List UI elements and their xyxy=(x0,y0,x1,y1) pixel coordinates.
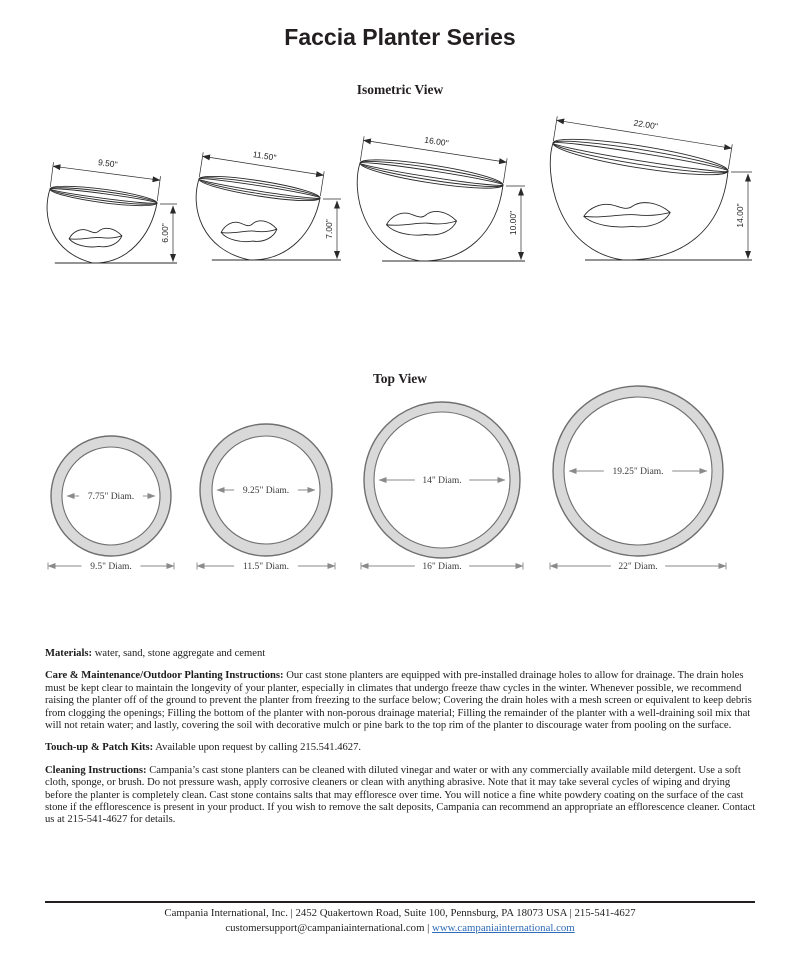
materials-text: water, sand, stone aggregate and cement xyxy=(94,648,266,659)
top-view-circle-2 xyxy=(197,424,335,572)
outer-diameter-label: 11.5" Diam. xyxy=(242,562,290,573)
footer-separator: | xyxy=(424,921,433,934)
page-title: Faccia Planter Series xyxy=(284,24,516,50)
outer-diameter-label: 22" Diam. xyxy=(618,562,658,573)
outer-diameter-label: 9.5" Diam. xyxy=(90,562,132,573)
materials-label: Materials: xyxy=(45,648,93,659)
cleaning-instructions-paragraph xyxy=(45,765,757,827)
width-dimension-line xyxy=(53,166,160,180)
height-dimension-label: 7.00" xyxy=(324,219,334,239)
planter-1-drawing xyxy=(47,157,177,263)
footer-email: customersupport@campaniainternational.com xyxy=(225,921,425,934)
height-dimension-label: 10.00" xyxy=(508,210,518,236)
footer-contact-line xyxy=(0,921,800,936)
top-view-circle-4 xyxy=(550,386,726,572)
width-dimension-label: 11.50" xyxy=(252,149,278,163)
width-dimension-label: 16.00" xyxy=(423,134,450,149)
top-view-circle-1 xyxy=(48,436,174,572)
footer-address-line: Campania International, Inc. | 2452 Quakertown Road, Suite 100, Pennsburg, PA 18073 USA | 215-541-4627 xyxy=(164,907,636,919)
footer-divider xyxy=(45,901,755,903)
touchup-kits-paragraph xyxy=(45,742,757,754)
extension-line xyxy=(360,136,364,161)
touchup-kits-label: Touch-up & Patch Kits: xyxy=(45,742,154,754)
care-maintenance-text: Our cast stone planters are equipped with pre-installed drainage holes to allow for drainage. The drain holes must be kept clear to maintain the longevity of your planter, especially in climates that undergo freeze thaw cycles in the winter. Whenever possible, we recommend raising the planter off of the ground to prevent the planter from freezing to the surface below; Covering the drain holes with a mesh screen or equivalent to keep debris from clogging the openings; Filling the bottom of the planter with non-porous drainage material; Filling the remainder of the planter with a well-draining soil mix that will not retain water; and lastly, covering the soil with decorative mulch or pine bark to the top rim of the planter to discourage water from pooling on the surface. xyxy=(45,670,752,732)
info-paragraphs xyxy=(45,648,757,837)
care-maintenance-label: Care & Maintenance/Outdoor Planting Instructions: xyxy=(45,670,284,682)
planter-3-drawing xyxy=(357,135,525,261)
cleaning-instructions-text: Campania’s cast stone planters can be cleaned with diluted vinegar and water or with any commercially available mild detergent. Use a soft cloth, sponge, or brush. Do not pressure wash, apply corrosive cleaners or clean with anything abrasive. Note that it may take several cycles of wiping and drying before the planter is completely clean. Cast stone contains salts that may effloresce over time. You will notice a fine white powdery coating on the surface of the cast stone if the efflorescence is present in your product. If you wish to remove the salt deposits, Campania can recommend an appropriate an efflorescence cleaner. Contact us at 215-541-4627 for details. xyxy=(45,764,756,826)
top-view-heading: Top View xyxy=(373,371,427,386)
extension-line xyxy=(553,116,557,141)
cleaning-instructions-label: Cleaning Instructions: xyxy=(45,764,147,776)
top-view-circle-3 xyxy=(361,402,523,572)
outer-diameter-label: 16" Diam. xyxy=(422,562,462,573)
inner-diameter-label: 7.75" Diam. xyxy=(87,492,135,503)
inner-diameter-label: 14" Diam. xyxy=(422,476,462,487)
width-dimension-label: 9.50" xyxy=(97,157,119,170)
materials-paragraph xyxy=(45,648,757,660)
isometric-view-heading: Isometric View xyxy=(356,82,444,97)
planter-4-drawing xyxy=(550,116,752,260)
height-dimension-label: 6.00" xyxy=(160,223,170,243)
inner-diameter-label: 9.25" Diam. xyxy=(242,486,290,497)
footer-website-link[interactable]: www.campaniainternational.com xyxy=(432,921,575,934)
touchup-kits-text: Available upon request by calling 215.541.4627. xyxy=(155,742,362,754)
inner-diameter-label: 19.25" Diam. xyxy=(612,467,664,478)
care-maintenance-paragraph xyxy=(45,670,757,732)
width-dimension-label: 22.00" xyxy=(632,117,659,132)
extension-line xyxy=(50,162,53,187)
planter-2-drawing xyxy=(196,149,341,260)
height-dimension-label: 14.00" xyxy=(735,203,745,228)
footer xyxy=(0,906,800,935)
